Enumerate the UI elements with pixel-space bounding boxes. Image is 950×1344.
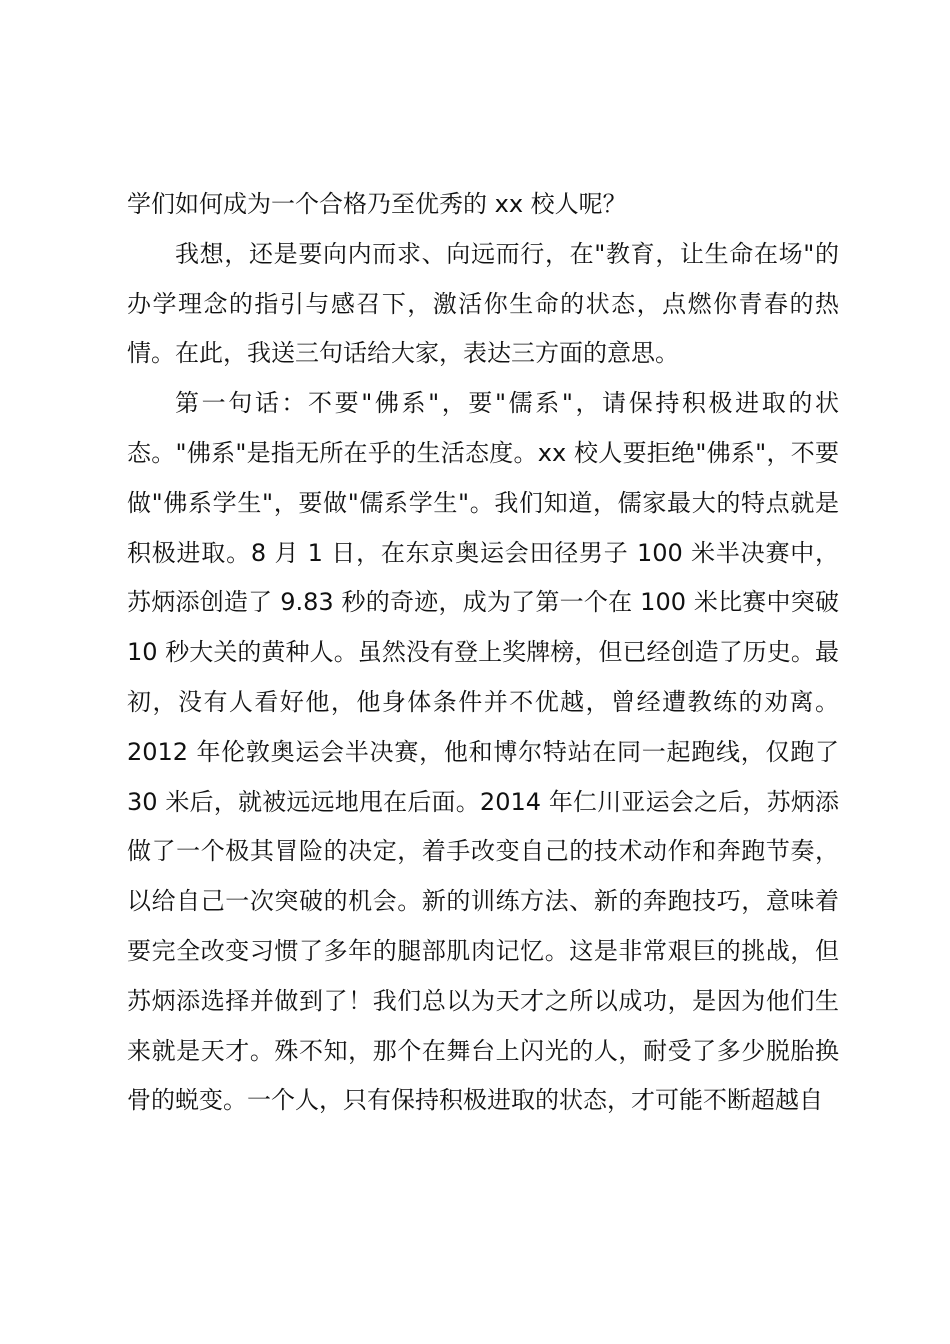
body-text xyxy=(127,180,839,1126)
paragraph-continuation: 学们如何成为一个合格乃至优秀的 xx 校人呢？ xyxy=(127,190,627,218)
paragraph-intro: 我想，还是要向内而求、向远而行，在"教育，让生命在场"的办学理念的指引与感召下，激活你生命的状态，点燃你青春的热情。在此，我送三句话给大家，表达三方面的意思。 xyxy=(127,239,839,368)
paragraph-first-point: 第一句话：不要"佛系"，要"儒系"，请保持积极进取的状态。"佛系"是指无所在乎的生活态度。xx 校人要拒绝"佛系"，不要做"佛系学生"，要做"儒系学生"。我们知道，儒家最大的特点就是积极进取。8 月 1 日，在东京奥运会田径男子 100 米半决赛中，苏炳添创造了 9.83 秒的奇迹，成为了第一个在 100 米比赛中突破 10 秒大关的黄种人。虽然没有登上奖牌榜，但已经创造了历史。最初，没有人看好他，他身体条件并不优越，曾经遭教练的劝离。2012 年伦敦奥运会半决赛，他和博尔特站在同一起跑线，仅跑了 30 米后，就被远远地甩在后面。2014 年仁川亚运会之后，苏炳添做了一个极其冒险的决定，着手改变自己的技术动作和奔跑节奏，以给自己一次突破的机会。新的训练方法、新的奔跑技巧，意味着要完全改变习惯了多年的腿部肌肉记忆。这是非常艰巨的挑战，但苏炳添选择并做到了！我们总以为天才之所以成功，是因为他们生来就是天才。殊不知，那个在舞台上闪光的人，耐受了多少脱胎换骨的蜕变。一个人，只有保持积极进取的状态，才可能不断超越自 xyxy=(127,389,839,1115)
